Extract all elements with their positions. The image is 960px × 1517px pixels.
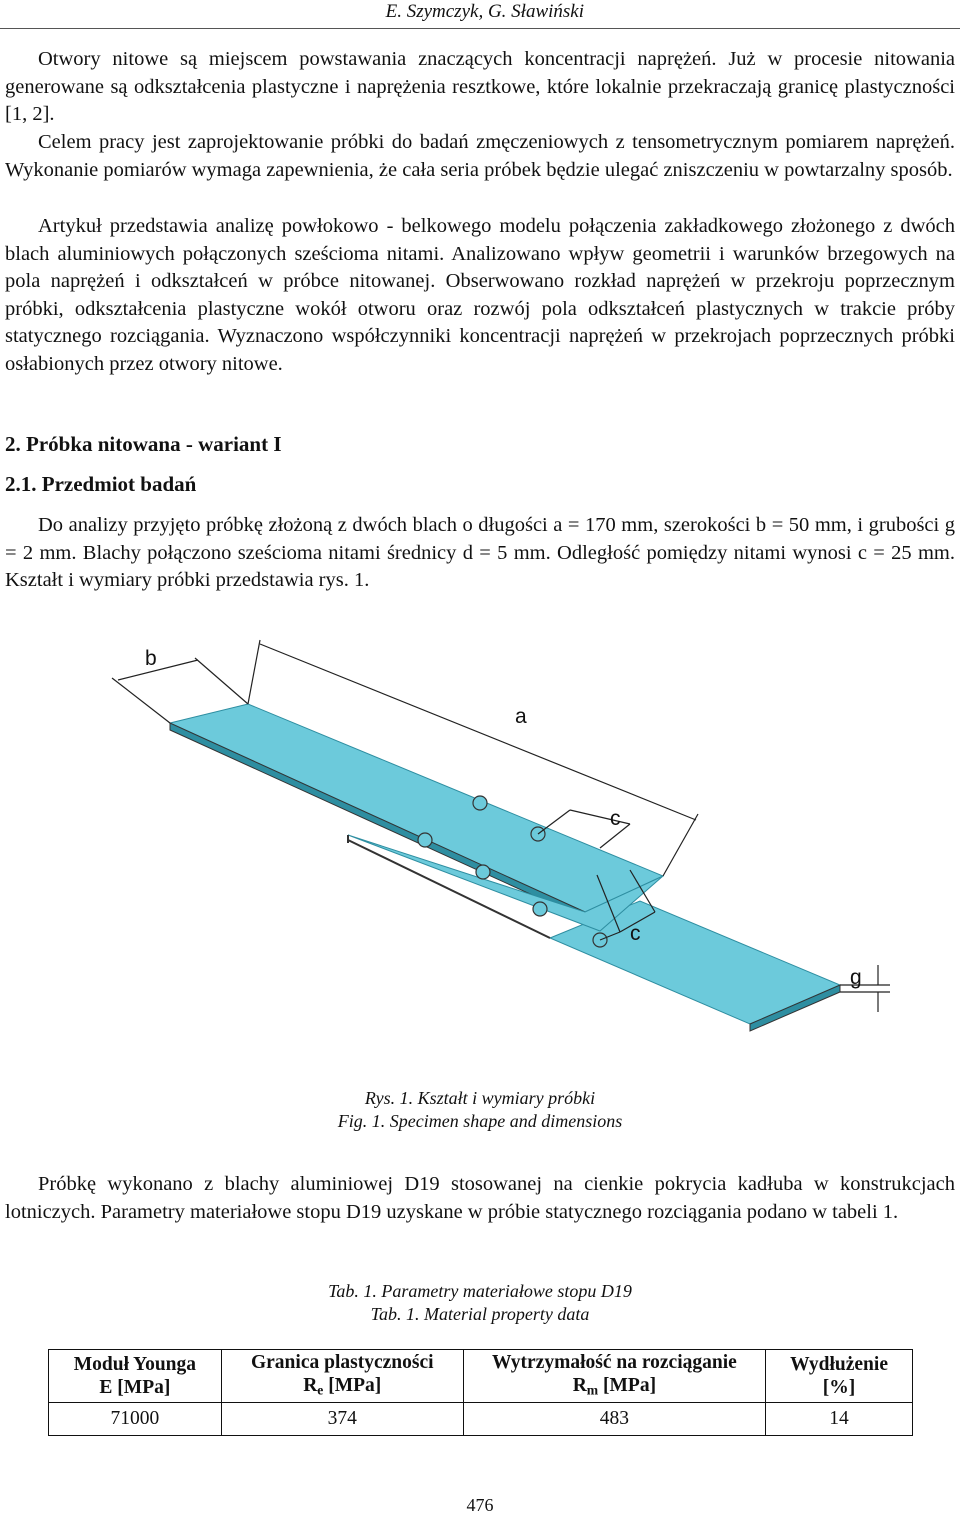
cell-young-modulus: 71000: [49, 1403, 222, 1436]
figure-caption-en: Fig. 1. Specimen shape and dimensions: [337, 1111, 623, 1131]
rivet-hole: [418, 833, 432, 847]
figure-caption-pl: Rys. 1. Kształt i wymiary próbki: [364, 1088, 596, 1108]
paragraph-scope: Artykuł przedstawia analizę powłokowo - belkowego modelu połączenia zakładkowego złożonego z dwóch blach aluminiowych połączonych sześcioma nitami. Analizowano wpływ geometrii i warunków brzegowych na pola naprężeń i odkształceń w próbce nitowanej. Obserwowano rozkład naprężeń w przekroju poprzecznym próbki, odkształcenia plastyczne wokół otworu oraz rozwój pola odkształceń plastycznych w trakcie próby statycznego rozciągania. Wyznaczono współczynniki koncentracji naprężeń w przekrojach poprzecznych próbki osłabionych przez otwory nitowe.: [5, 215, 955, 375]
material-properties-table: [48, 1349, 913, 1436]
rivet-hole: [473, 796, 487, 810]
cell-yield-strength: 374: [221, 1403, 463, 1436]
header-tensile-strength: Wytrzymałość na rozciąganie $R_m$ [MPa]: [463, 1350, 765, 1403]
label-c-bottom: c: [630, 922, 641, 945]
header-young-modulus: Moduł Younga E [MPa]: [49, 1350, 222, 1403]
page-number: 476: [466, 1495, 494, 1515]
cell-tensile-strength: 483: [463, 1403, 765, 1436]
header-yield-strength: Granica plastyczności $R_e$ [MPa]: [221, 1350, 463, 1403]
table-caption-en: Tab. 1. Material property data: [370, 1304, 590, 1324]
table-header-row: [49, 1350, 913, 1403]
specimen-figure: [100, 620, 900, 1060]
paragraph-intro: Otwory nitowe są miejscem powstawania znaczących koncentracji naprężeń. Już w procesie nitowania generowane są odkształcenia plastyczne i naprężenia resztkowe, które lokalnie przekraczają granicę plastyczności [1, 2].: [5, 48, 955, 125]
section-heading: 2. Próbka nitowana - wariant I: [5, 432, 282, 456]
label-b: b: [145, 647, 157, 670]
paragraph-aim: Celem pracy jest zaprojektowanie próbki do badań zmęczeniowych z tensometrycznym pomiarem naprężeń. Wykonanie pomiarów wymaga zapewnienia, że cała seria próbek będzie ulegać zniszczeniu w powtarzalny sposób.: [5, 131, 955, 181]
label-a: a: [515, 705, 527, 728]
label-g: g: [850, 966, 862, 989]
header-elongation: Wydłużenie [%]: [766, 1350, 913, 1403]
subsection-heading: 2.1. Przedmiot badań: [5, 472, 197, 496]
paragraph-material: Próbkę wykonano z blachy aluminiowej D19 stosowanej na cienkie pokrycia kadłuba w konstrukcjach lotniczych. Parametry materiałowe stopu D19 uzyskane w próbie statycznego rozciągania podano w tabeli 1.: [5, 1173, 955, 1223]
label-c-top: c: [610, 807, 621, 830]
header-authors: E. Szymczyk, G. Sławiński: [385, 1, 584, 22]
paragraph-specimen: Do analizy przyjęto próbkę złożoną z dwóch blach o długości a = 170 mm, szerokości b = 50 mm, i grubości g = 2 mm. Blachy połączono sześcioma nitami średnicy d = 5 mm. Odległość pomiędzy nitami wynosi c = 25 mm. Kształt i wymiary próbki przedstawia rys. 1.: [5, 514, 955, 591]
rivet-hole: [533, 902, 547, 916]
dimension-g: [840, 965, 890, 1012]
running-header: [0, 0, 960, 29]
plate-top-face: [170, 704, 663, 912]
table-row: [49, 1403, 913, 1436]
rivet-hole: [476, 865, 490, 879]
table-caption-pl: Tab. 1. Parametry materiałowe stopu D19: [328, 1281, 632, 1301]
cell-elongation: 14: [766, 1403, 913, 1436]
